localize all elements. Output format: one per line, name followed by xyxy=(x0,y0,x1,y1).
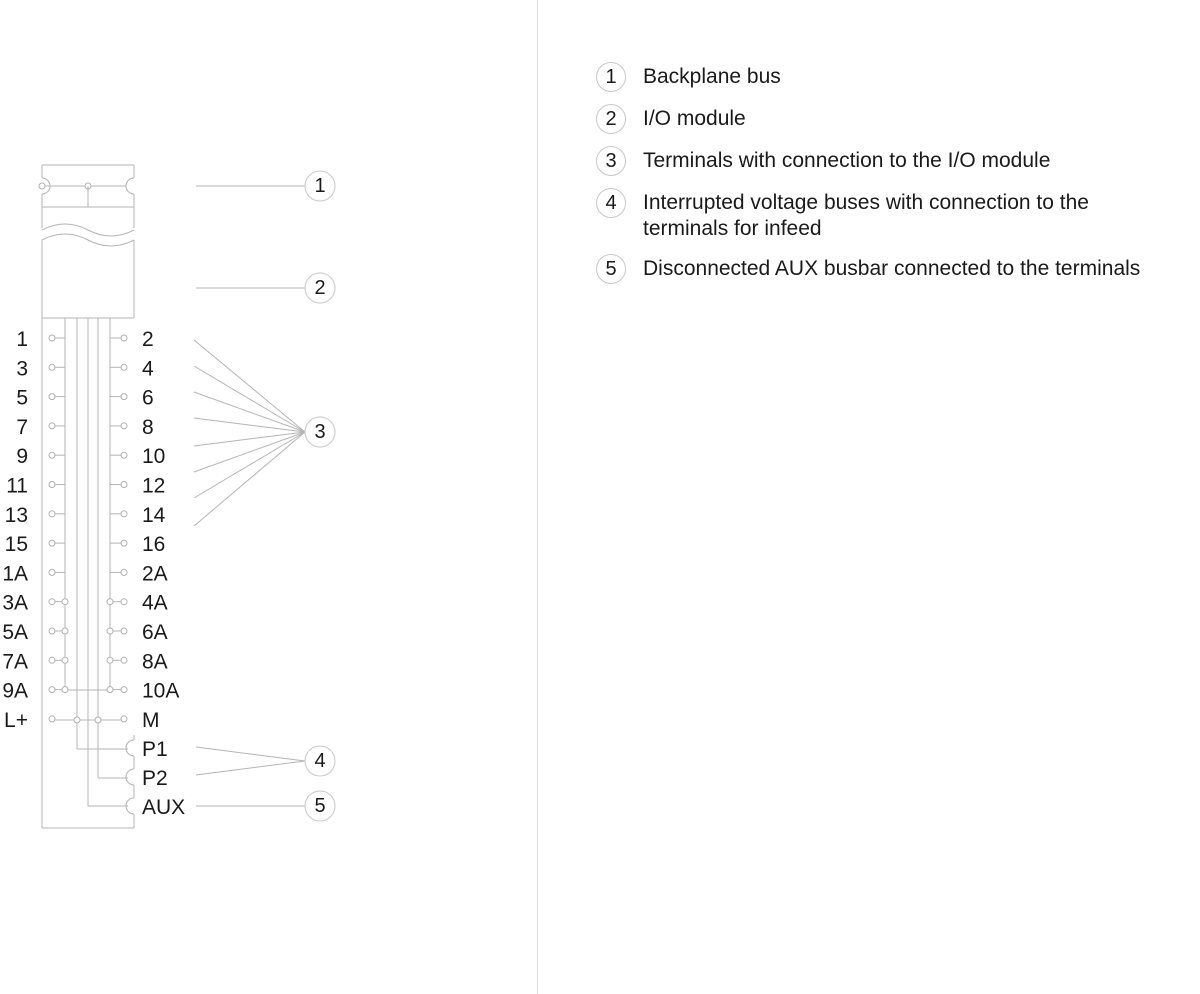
terminal-label-right: 12 xyxy=(142,474,166,498)
callout-4 xyxy=(305,746,335,776)
bus-junction xyxy=(62,657,68,663)
terminal-contact-left xyxy=(49,482,55,488)
legend-text: Disconnected AUX busbar connected to the terminals xyxy=(643,257,1141,280)
terminal-label-right: M xyxy=(142,708,160,732)
callout-1 xyxy=(305,171,335,201)
terminal-label-right: 6 xyxy=(142,386,154,410)
terminal-contact-left xyxy=(49,687,55,693)
terminal-contact-left xyxy=(49,569,55,575)
legend-number: 2 xyxy=(596,104,626,134)
svg-text:5: 5 xyxy=(314,795,326,817)
terminal-label-right: 16 xyxy=(142,533,166,557)
terminal-label-right: 2A xyxy=(142,562,168,586)
legend-number: 3 xyxy=(596,146,626,176)
terminal-contact-right xyxy=(121,540,127,546)
svg-text:1: 1 xyxy=(314,175,326,197)
svg-text:2: 2 xyxy=(314,277,326,299)
terminal-rows xyxy=(2,328,179,732)
terminal-wiring-diagram xyxy=(0,0,537,994)
terminal-contact-right xyxy=(121,657,127,663)
terminal-contact-right xyxy=(121,599,127,605)
callout-2 xyxy=(305,273,335,303)
panel-divider xyxy=(537,0,538,994)
terminal-label-left: 7 xyxy=(16,415,28,439)
terminal-contact-right xyxy=(121,335,127,341)
legend-number: 4 xyxy=(596,188,626,218)
legend-text: Terminals with connection to the I/O module xyxy=(643,149,1051,172)
legend-item-5 xyxy=(596,254,1200,284)
terminal-contact-right xyxy=(121,423,127,429)
terminal-label-left: 11 xyxy=(6,474,28,498)
legend-item-1 xyxy=(596,62,1200,92)
terminal-contact-left xyxy=(49,716,55,722)
terminal-label-right: 4A xyxy=(142,591,168,615)
terminal-contact-left xyxy=(49,628,55,634)
svg-text:3: 3 xyxy=(314,421,326,443)
terminal-contact-right xyxy=(121,511,127,517)
terminal-label-right: 10 xyxy=(142,445,166,469)
terminal-contact-right xyxy=(121,482,127,488)
terminal-contact-left xyxy=(49,599,55,605)
terminal-contact-right xyxy=(121,569,127,575)
terminal-label-right: 4 xyxy=(142,357,154,381)
terminal-contact-left xyxy=(49,364,55,370)
terminal-contact-left xyxy=(49,423,55,429)
terminal-contact-right xyxy=(121,394,127,400)
terminal-contact-right xyxy=(121,628,127,634)
legend-text: Interrupted voltage buses with connection to the terminals for infeed xyxy=(643,191,1089,240)
terminal-contact-right xyxy=(121,687,127,693)
legend-number: 1 xyxy=(596,62,626,92)
terminal-label-left: 3 xyxy=(16,357,28,381)
legend-text: Backplane bus xyxy=(643,65,781,88)
terminal-label-right: 14 xyxy=(142,503,166,527)
legend-item-4 xyxy=(596,188,1200,242)
legend-number: 5 xyxy=(596,254,626,284)
callout-leaders xyxy=(194,186,305,806)
bus-junction xyxy=(107,687,113,693)
terminal-label-left: 15 xyxy=(4,533,28,557)
terminal-contact-left xyxy=(49,540,55,546)
bus-junction xyxy=(107,657,113,663)
terminal-label-left: 7A xyxy=(2,650,28,674)
bus-junction xyxy=(107,628,113,634)
terminal-label-left: 9 xyxy=(16,445,28,469)
terminal-label-right: 2 xyxy=(142,328,154,351)
terminal-label-left: 5 xyxy=(16,386,28,410)
bus-junction xyxy=(62,599,68,605)
terminal-contact-left xyxy=(49,452,55,458)
terminal-label-p1: P1 xyxy=(142,738,168,761)
terminal-label-left: 13 xyxy=(4,503,28,527)
terminal-label-left: 3A xyxy=(2,591,28,615)
terminal-contact-left xyxy=(49,394,55,400)
terminal-label-right: 8 xyxy=(142,415,154,439)
backplane-bus xyxy=(39,165,134,246)
svg-text:4: 4 xyxy=(314,750,326,772)
legend-text: I/O module xyxy=(643,107,746,130)
terminal-label-left: 1 xyxy=(16,328,28,351)
terminal-contact-right xyxy=(121,716,127,722)
bus-junction xyxy=(107,599,113,605)
terminal-contact-left xyxy=(49,511,55,517)
terminal-label-p2: P2 xyxy=(142,767,168,790)
legend xyxy=(596,62,1200,296)
terminal-contact-right xyxy=(121,364,127,370)
terminal-label-right: 10A xyxy=(142,679,180,703)
terminal-label-left: 5A xyxy=(2,621,28,644)
terminal-label-left: 1A xyxy=(2,562,28,586)
callout-3 xyxy=(305,417,335,447)
terminal-label-left: 9A xyxy=(2,679,28,703)
terminal-contact-left xyxy=(49,335,55,341)
terminal-contact-left xyxy=(49,657,55,663)
callout-5 xyxy=(305,791,335,821)
bus-junction xyxy=(62,628,68,634)
terminal-label-aux: AUX xyxy=(142,796,186,819)
internal-wiring xyxy=(52,318,128,806)
legend-item-3 xyxy=(596,146,1200,176)
terminal-label-left: L+ xyxy=(4,708,28,732)
bus-junction xyxy=(62,687,68,693)
terminal-contact-right xyxy=(121,452,127,458)
legend-item-2 xyxy=(596,104,1200,134)
terminal-label-right: 8A xyxy=(142,650,168,674)
terminal-label-right: 6A xyxy=(142,621,168,644)
